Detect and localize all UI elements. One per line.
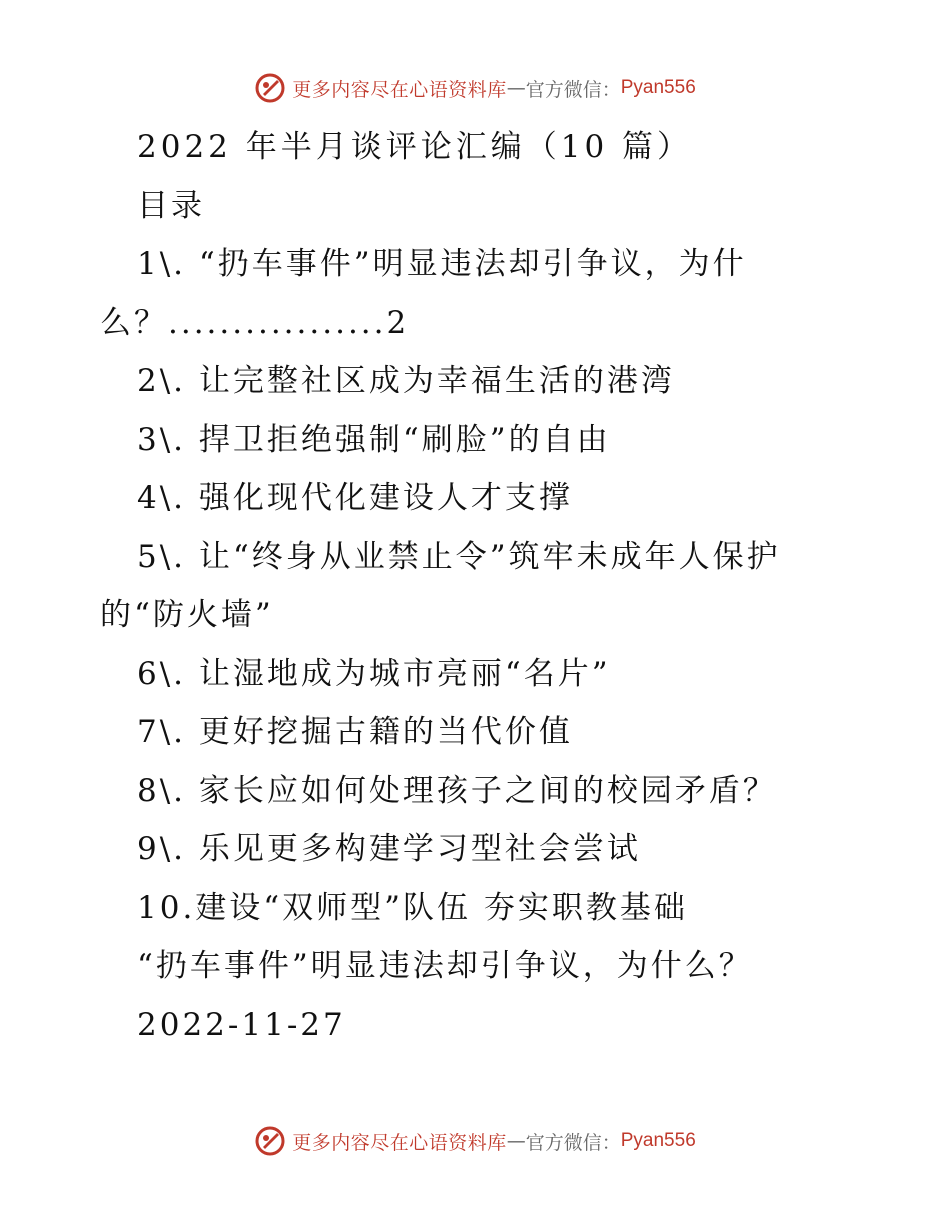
toc-item-9[interactable]: 9\. 乐见更多构建学习型社会尝试 <box>137 831 641 867</box>
toc-item-5[interactable]: 5\. 让“终身从业禁止令”筑牢未成年人保护 <box>137 538 781 575</box>
toc-item-10[interactable]: 10.建设“双师型”队伍 夯实职教基础 <box>137 889 688 926</box>
watermark-id: Pyan556 <box>620 1130 696 1151</box>
footer-watermark <box>0 1125 950 1157</box>
document-title: 2022 年半月谈评论汇编（10 篇） <box>137 129 693 165</box>
logo-icon <box>254 72 286 104</box>
toc-item-1-continued[interactable]: 么？.................2 <box>100 304 410 341</box>
watermark-text: 更多内容尽在心语资料库 <box>292 78 507 101</box>
toc-item-2[interactable]: 2\. 让完整社区成为幸福生活的港湾 <box>137 363 675 399</box>
toc-item-8[interactable]: 8\. 家长应如何处理孩子之间的校园矛盾？ <box>137 772 777 809</box>
watermark-label: 官方微信： <box>525 1131 621 1154</box>
toc-item-3[interactable]: 3\. 捍卫拒绝强制“刷脸”的自由 <box>137 421 611 458</box>
watermark-id: Pyan556 <box>620 77 696 98</box>
toc-item-1[interactable]: 1\. “扔车事件”明显违法却引争议，为什 <box>137 246 747 282</box>
watermark-label: 官方微信： <box>525 78 621 101</box>
toc-heading: 目录 <box>137 187 205 224</box>
toc-item-6[interactable]: 6\. 让湿地成为城市亮丽“名片” <box>137 655 611 692</box>
document-body <box>100 118 890 1054</box>
header-watermark <box>0 72 950 104</box>
toc-item-7[interactable]: 7\. 更好挖掘古籍的当代价值 <box>137 714 573 750</box>
toc-item-4[interactable]: 4\. 强化现代化建设人才支撑 <box>137 480 573 516</box>
article-date: 2022-11-27 <box>137 1006 346 1043</box>
toc-item-5-continued[interactable]: 的“防火墙” <box>100 597 274 633</box>
watermark-separator: — <box>506 77 526 99</box>
logo-icon <box>254 1125 286 1157</box>
watermark-text: 更多内容尽在心语资料库 <box>292 1131 507 1154</box>
watermark-separator: — <box>506 1130 526 1152</box>
article-title: “扔车事件”明显违法却引争议，为什么？ <box>137 948 753 984</box>
